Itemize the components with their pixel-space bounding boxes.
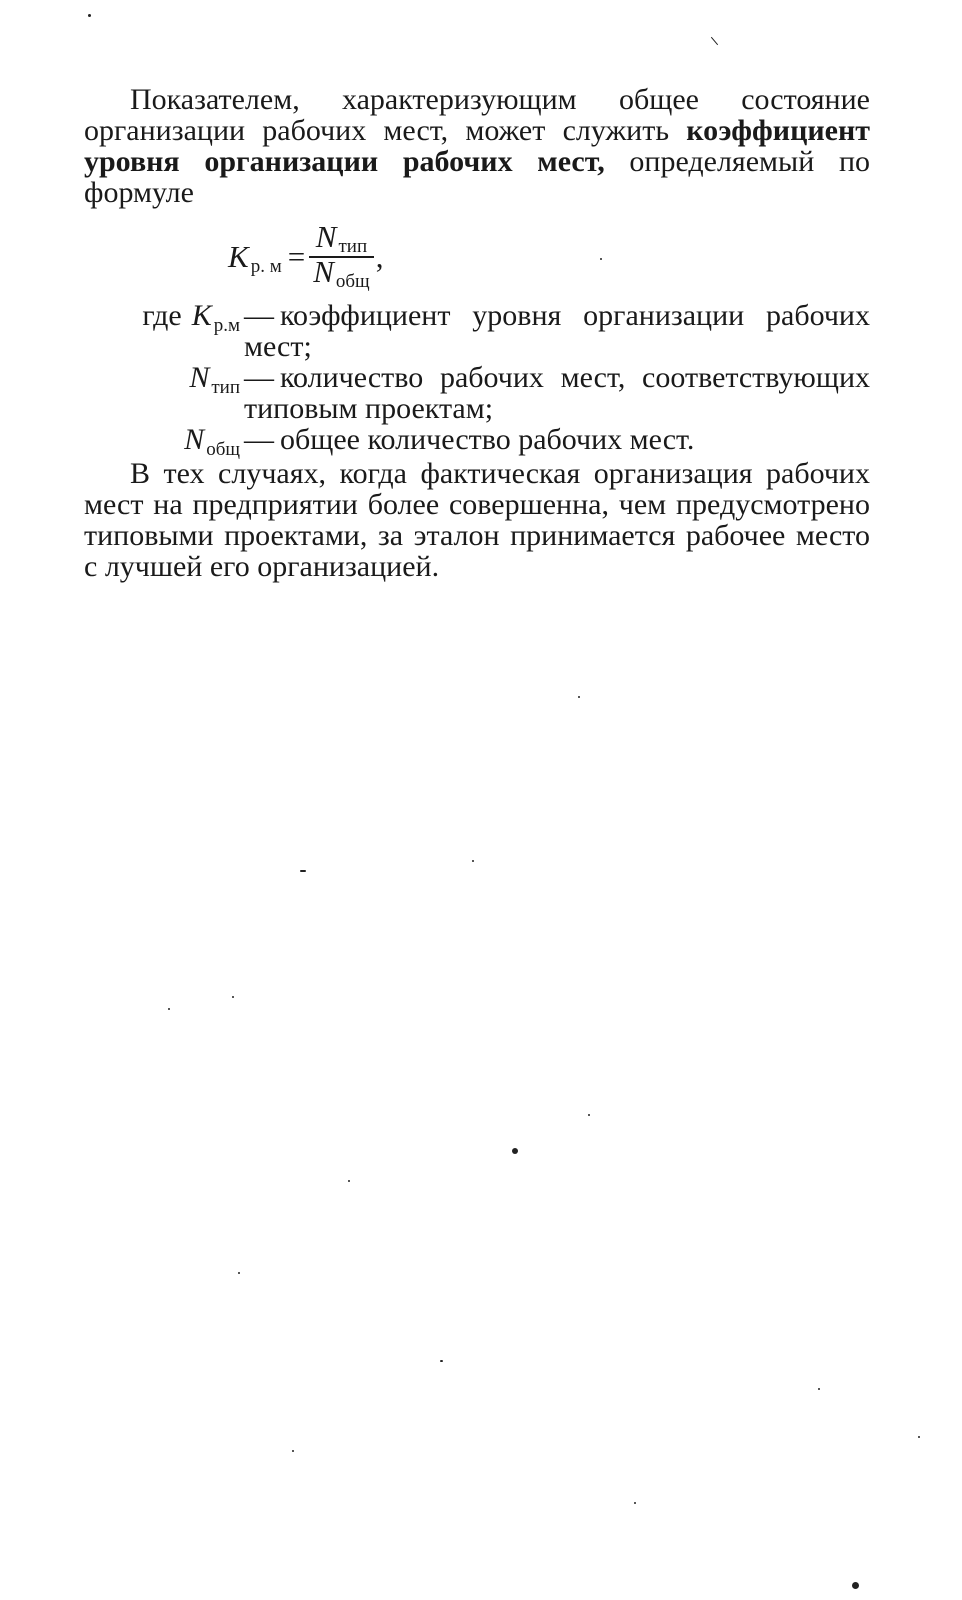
formula-lhs-subscript: р. м (250, 256, 282, 277)
definition-dash: — (244, 299, 274, 332)
formula-fraction (309, 219, 374, 292)
definition-term (84, 362, 244, 397)
paragraph-intro-bold-term: коэффициент уровня организации рабочих мест, (84, 114, 870, 178)
paragraph-conclusion: В тех случаях, когда фактическая организация рабочих мест на предприятии более совершенна, чем предусмотрено типовыми проектами, за эталон принимается рабочее место с лучшей его организацией. (84, 457, 870, 583)
definition-body (244, 424, 870, 455)
scan-speck (348, 1180, 350, 1182)
scan-speck (578, 696, 580, 698)
definition-term (84, 300, 244, 335)
definition-subscript: тип (211, 377, 240, 398)
scan-speck (292, 1450, 294, 1452)
definition-item (84, 424, 870, 459)
scan-speck (300, 870, 306, 872)
scan-speck (818, 1388, 820, 1390)
scan-speck (472, 860, 474, 862)
formula-denominator (309, 254, 374, 292)
formula-numerator (312, 219, 371, 257)
definition-dash: — (244, 361, 274, 394)
scan-speck (634, 1502, 636, 1504)
scan-speck (711, 37, 718, 45)
definition-symbol: N (184, 423, 205, 456)
definition-item (84, 362, 870, 424)
definition-text: количество рабочих мест, соответствующих типовым проектам; (244, 361, 870, 425)
definition-dash: — (244, 423, 274, 456)
scan-speck (918, 1436, 920, 1438)
scan-speck (238, 1272, 240, 1274)
formula-numerator-subscript: тип (338, 236, 368, 257)
definition-text: коэффициент уровня организации рабочих мест; (244, 299, 870, 363)
definition-subscript: общ (206, 439, 240, 460)
scan-speck (232, 996, 234, 998)
scan-speck (168, 1008, 170, 1010)
definitions-list (84, 300, 870, 459)
scan-speck (88, 14, 91, 17)
paragraph-intro (84, 84, 870, 208)
definition-subscript: р.м (213, 315, 240, 336)
formula-numerator-symbol: N (315, 219, 337, 254)
definition-term (84, 424, 244, 459)
formula-lhs-symbol: K (228, 239, 249, 274)
scan-speck (600, 258, 602, 260)
formula-trailing-comma: , (375, 239, 384, 274)
formula-denominator-symbol: N (313, 254, 334, 289)
scan-speck (588, 1114, 590, 1116)
definition-body (244, 300, 870, 362)
definition-body (244, 362, 870, 424)
definition-text: общее количество рабочих мест. (280, 423, 695, 456)
formula-equals: = (287, 239, 306, 274)
definition-symbol: N (189, 361, 210, 394)
paragraph-intro-text-end: определяемый по формуле (84, 145, 871, 209)
formula-denominator-subscript: общ (335, 271, 370, 292)
scan-speck (852, 1582, 859, 1589)
paragraph-intro-text-start: Показателем, характеризующим общее состояние организации рабочих мест, может служить (84, 83, 870, 147)
scan-speck (512, 1148, 518, 1154)
formula (228, 219, 384, 292)
definitions-lead-word: где (142, 299, 182, 332)
scan-speck (440, 1360, 443, 1362)
definition-symbol: K (191, 299, 212, 332)
definition-item (84, 300, 870, 362)
